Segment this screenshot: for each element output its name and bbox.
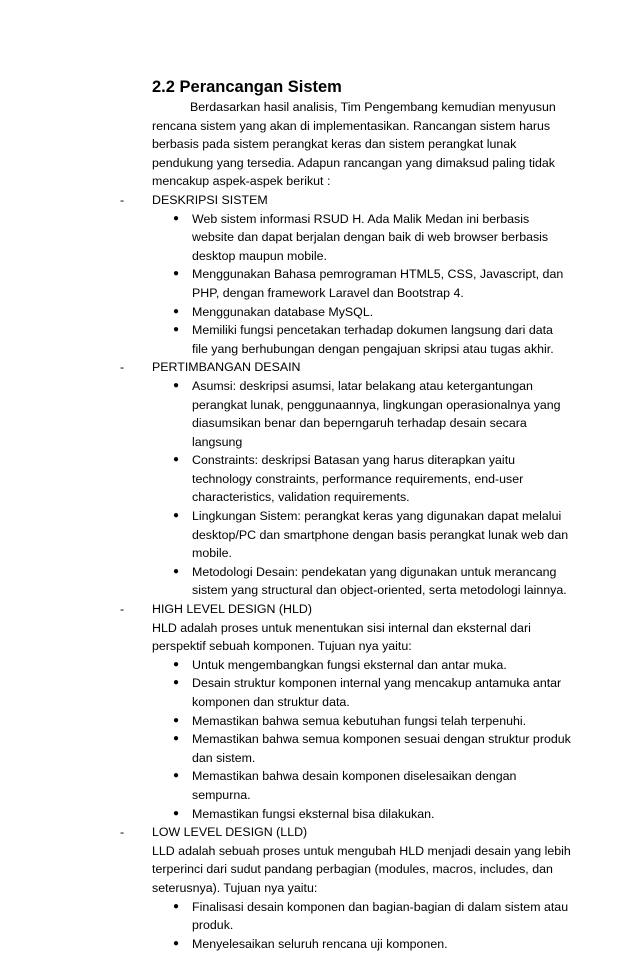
bullet-icon: ●	[172, 212, 180, 224]
list-item-text: Finalisasi desain komponen dan bagian-bagian di dalam sistem atau produk.	[192, 899, 569, 933]
bullet-icon: ●	[172, 677, 180, 689]
section-high-level-design	[120, 600, 572, 823]
dash-marker: -	[120, 602, 125, 617]
bullet-icon: ●	[172, 379, 180, 391]
bullet-icon: ●	[172, 510, 180, 522]
list-item	[172, 210, 572, 266]
bullet-list	[152, 656, 572, 823]
bullet-icon: ●	[172, 454, 180, 466]
list-item-text: Memastikan bahwa semua kebutuhan fungsi telah terpenuhi.	[192, 713, 527, 728]
section-heading: 2.2 Perancangan Sistem	[152, 78, 342, 96]
list-item-text: Web sistem informasi RSUD H. Ada Malik Medan ini berbasis website dan dapat berjalan dengan baik di web browser berbasis desktop maupun mobile.	[192, 211, 549, 263]
section-title: LOW LEVEL DESIGN (LLD)	[152, 825, 308, 840]
section-intro: HLD adalah proses untuk menentukan sisi internal dan eksternal dari perspektif sebuah komponen. Tujuan nya yaitu:	[152, 620, 531, 654]
list-item	[172, 712, 572, 731]
bullet-icon: ●	[172, 305, 180, 317]
list-item-text: Memastikan bahwa semua komponen sesuai dengan struktur produk dan sistem.	[192, 732, 571, 765]
section-intro: LLD adalah sebuah proses untuk mengubah HLD menjadi desain yang lebih terperinci dari sudut pandang perbagian (modules, macros, includes, dan seterusnya). Tujuan nya yaitu:	[152, 843, 571, 895]
bullet-icon: ●	[172, 658, 180, 670]
bullet-icon: ●	[172, 268, 180, 280]
list-item	[172, 507, 572, 563]
list-item	[172, 377, 572, 451]
list-item	[172, 730, 572, 767]
bullet-icon: ●	[172, 714, 180, 726]
list-item	[172, 898, 572, 935]
bullet-icon: ●	[172, 565, 180, 577]
list-item-text: Menyelesaikan seluruh rencana uji komponen.	[192, 936, 448, 951]
list-item-text: Memastikan bahwa desain komponen diselesaikan dengan sempurna.	[192, 769, 517, 802]
section-pertimbangan-desain	[120, 358, 572, 600]
intro-paragraph: Berdasarkan hasil analisis, Tim Pengembang kemudian menyusun rencana sistem yang akan di implementasikan. Rancangan sistem harus berbasis pada sistem perangkat keras dan sistem perangkat lunak pendukung yang tersedia. Adapun rancangan yang dimaksud paling tidak mencakup aspek-aspek berikut :	[152, 100, 556, 189]
document-body	[120, 77, 572, 953]
list-item-text: Untuk mengembangkan fungsi eksternal dan antar muka.	[192, 657, 507, 672]
list-item-text: Constraints: deskripsi Batasan yang harus diterapkan yaitu technology constraints, performance requirements, end-user characteristics, validation requirements.	[192, 453, 524, 505]
section-deskripsi-sistem	[120, 191, 572, 358]
list-item-text: Desain struktur komponen internal yang mencakup antamuka antar komponen dan struktur data.	[192, 676, 562, 709]
list-item	[172, 303, 572, 322]
section-title: HIGH LEVEL DESIGN (HLD)	[152, 602, 312, 617]
list-item-text: Menggunakan database MySQL.	[192, 304, 374, 319]
bullet-icon: ●	[172, 733, 180, 745]
dash-marker: -	[120, 825, 125, 840]
section-low-level-design	[120, 823, 572, 953]
bullet-icon: ●	[172, 937, 180, 949]
section-title: PERTIMBANGAN DESAIN	[152, 360, 301, 375]
bullet-icon: ●	[172, 324, 180, 336]
list-item	[172, 767, 572, 804]
dash-marker: -	[120, 360, 125, 375]
dash-marker: -	[120, 192, 125, 207]
bullet-icon: ●	[172, 807, 180, 819]
section-title: DESKRIPSI SISTEM	[152, 192, 268, 207]
list-item	[172, 674, 572, 711]
list-item-text: Memastikan fungsi eksternal bisa dilakukan.	[192, 806, 435, 821]
list-item-text: Menggunakan Bahasa pemrograman HTML5, CSS, Javascript, dan PHP, dengan framework Laravel dan Bootstrap 4.	[192, 267, 564, 300]
list-item-text: Lingkungan Sistem: perangkat keras yang digunakan dapat melalui desktop/PC dan smartphone dengan basis perangkat lunak web dan mobile.	[192, 509, 569, 561]
list-item-text: Asumsi: deskripsi asumsi, latar belakang atau ketergantungan perangkat lunak, penggunaannya, lingkungan operasionalnya yang diasumsikan benar dan beperngaruh terhadap desain secara langsung	[192, 378, 561, 449]
bullet-icon: ●	[172, 900, 180, 912]
list-item-text: Memiliki fungsi pencetakan terhadap dokumen langsung dari data file yang berhubungan dengan pengajuan skripsi atau tugas akhir.	[192, 323, 554, 356]
list-item	[172, 265, 572, 302]
list-item	[172, 321, 572, 358]
list-item	[172, 451, 572, 507]
list-item	[172, 656, 572, 675]
list-item	[172, 935, 572, 953]
list-item	[172, 805, 572, 824]
bullet-list	[152, 210, 572, 359]
list-item-text: Metodologi Desain: pendekatan yang digunakan untuk merancang sistem yang structural dan object-oriented, serta metodologi lainnya.	[192, 564, 567, 598]
list-item	[172, 563, 572, 600]
bullet-list	[152, 377, 572, 600]
bullet-icon: ●	[172, 770, 180, 782]
bullet-list	[152, 898, 572, 953]
